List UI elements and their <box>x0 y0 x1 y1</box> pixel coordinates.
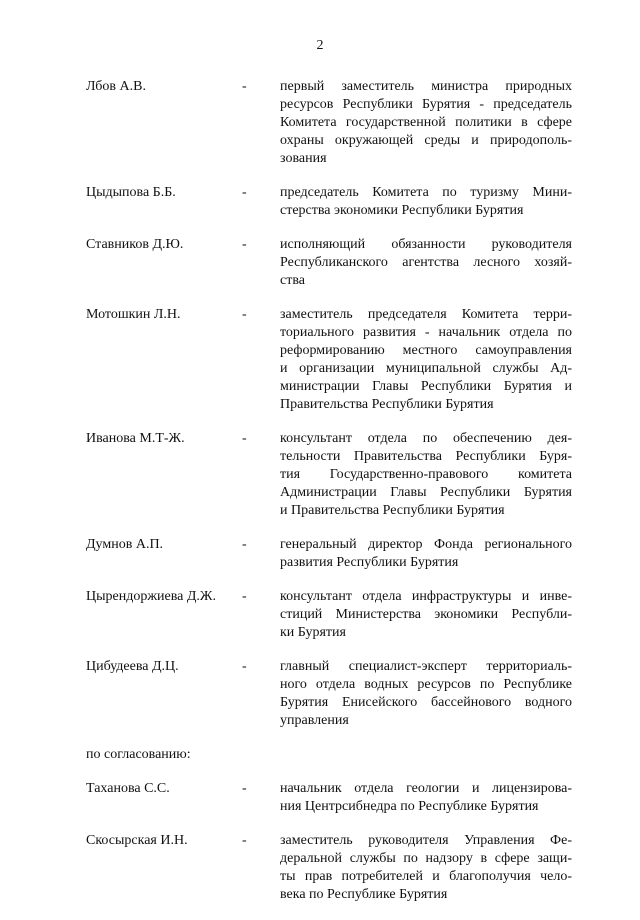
member-role-line: начальник отдела геологии и лицензирова- <box>280 781 572 796</box>
member-dash: - <box>242 185 247 200</box>
member-entry <box>86 658 572 730</box>
member-entry <box>86 430 572 520</box>
member-name: Лбов А.В. <box>86 79 146 94</box>
member-dash: - <box>242 537 247 552</box>
member-dash: - <box>242 781 247 796</box>
member-role-line: и Правительства Республики Бурятия <box>280 503 505 518</box>
member-dash: - <box>242 659 247 674</box>
member-role-line: стерства экономики Республики Бурятия <box>280 203 524 218</box>
member-dash: - <box>242 307 247 322</box>
member-name: Иванова М.Т-Ж. <box>86 431 185 446</box>
page-number: 2 <box>316 38 324 53</box>
member-entry <box>86 832 572 904</box>
member-dash: - <box>242 431 247 446</box>
member-role-line: охраны окружающей среды и природополь- <box>280 133 572 148</box>
member-role-line: Республиканского агентства лесного хозяй- <box>280 255 572 270</box>
member-name: Мотошкин Л.Н. <box>86 307 181 322</box>
member-entry <box>86 306 572 414</box>
member-entry <box>86 780 572 816</box>
member-role-line: ториального развития - начальник отдела по <box>280 325 572 340</box>
member-role-line: и организации муниципальной службы Ад- <box>280 361 572 376</box>
member-entry <box>86 184 572 220</box>
member-role-line: министрации Главы Республики Бурятия и <box>280 379 572 394</box>
member-name: Таханова С.С. <box>86 781 170 796</box>
members-group-agreed <box>86 780 572 904</box>
member-role-line: ки Бурятия <box>280 625 346 640</box>
member-role <box>280 780 572 816</box>
member-role-line: тельности Правительства Республики Буря- <box>280 449 572 464</box>
member-role-line: управления <box>280 713 349 728</box>
member-role <box>280 658 572 730</box>
member-role-line: генеральный директор Фонда регионального <box>280 537 572 552</box>
member-role <box>280 588 572 642</box>
member-dash: - <box>242 833 247 848</box>
member-role-line: ресурсов Республики Бурятия - председатель <box>280 97 572 112</box>
member-role-line: первый заместитель министра природных <box>280 79 572 94</box>
member-role <box>280 306 572 414</box>
member-role-line: председатель Комитета по туризму Мини- <box>280 185 572 200</box>
member-name: Думнов А.П. <box>86 537 164 552</box>
member-dash: - <box>242 237 247 252</box>
member-entry <box>86 588 572 642</box>
section-label-agreement: по согласованию: <box>86 747 191 762</box>
member-role-line: реформированию местного самоуправления <box>280 343 572 358</box>
member-role-line: Правительства Республики Бурятия <box>280 397 494 412</box>
member-role-line: зования <box>280 151 327 166</box>
member-role-line: Бурятия Енисейского бассейнового водного <box>280 695 572 710</box>
member-role-line: исполняющий обязанности руководителя <box>280 237 572 252</box>
member-role <box>280 184 572 220</box>
member-name: Цибудеева Д.Ц. <box>86 659 179 674</box>
member-dash: - <box>242 79 247 94</box>
member-role-line: века по Республике Бурятия <box>280 887 448 902</box>
member-role <box>280 832 572 904</box>
member-role-line: Администрации Главы Республики Бурятия <box>280 485 572 500</box>
member-entry <box>86 536 572 572</box>
member-role <box>280 78 572 168</box>
members-group-main <box>86 78 572 730</box>
member-entry <box>86 236 572 290</box>
member-role-line: стиций Министерства экономики Республи- <box>280 607 572 622</box>
member-role <box>280 430 572 520</box>
member-role-line: развития Республики Бурятия <box>280 555 459 570</box>
member-dash: - <box>242 589 247 604</box>
member-role-line: консультант отдела по обеспечению дея- <box>280 431 572 446</box>
member-role-line: ния Центрсибнедра по Республике Бурятия <box>280 799 539 814</box>
member-role-line: главный специалист-эксперт территориаль- <box>280 659 572 674</box>
member-name: Цырендоржиева Д.Ж. <box>86 589 216 604</box>
member-role-line: ного отдела водных ресурсов по Республике <box>280 677 572 692</box>
member-role-line: Комитета государственной политики в сфере <box>280 115 572 130</box>
member-role <box>280 536 572 572</box>
member-name: Ставников Д.Ю. <box>86 237 184 252</box>
member-role-line: заместитель руководителя Управления Фе- <box>280 833 572 848</box>
member-name: Цыдыпова Б.Б. <box>86 185 176 200</box>
member-entry <box>86 78 572 168</box>
member-name: Скосырская И.Н. <box>86 833 188 848</box>
members-list <box>86 78 572 920</box>
member-role-line: консультант отдела инфраструктуры и инве- <box>280 589 572 604</box>
member-role-line: ства <box>280 273 305 288</box>
member-role-line: заместитель председателя Комитета терри- <box>280 307 572 322</box>
member-role-line: тия Государственно-правового комитета <box>280 467 572 482</box>
member-role-line: деральной службы по надзору в сфере защи- <box>280 851 572 866</box>
member-role <box>280 236 572 290</box>
member-role-line: ты прав потребителей и благополучия чело- <box>280 869 572 884</box>
